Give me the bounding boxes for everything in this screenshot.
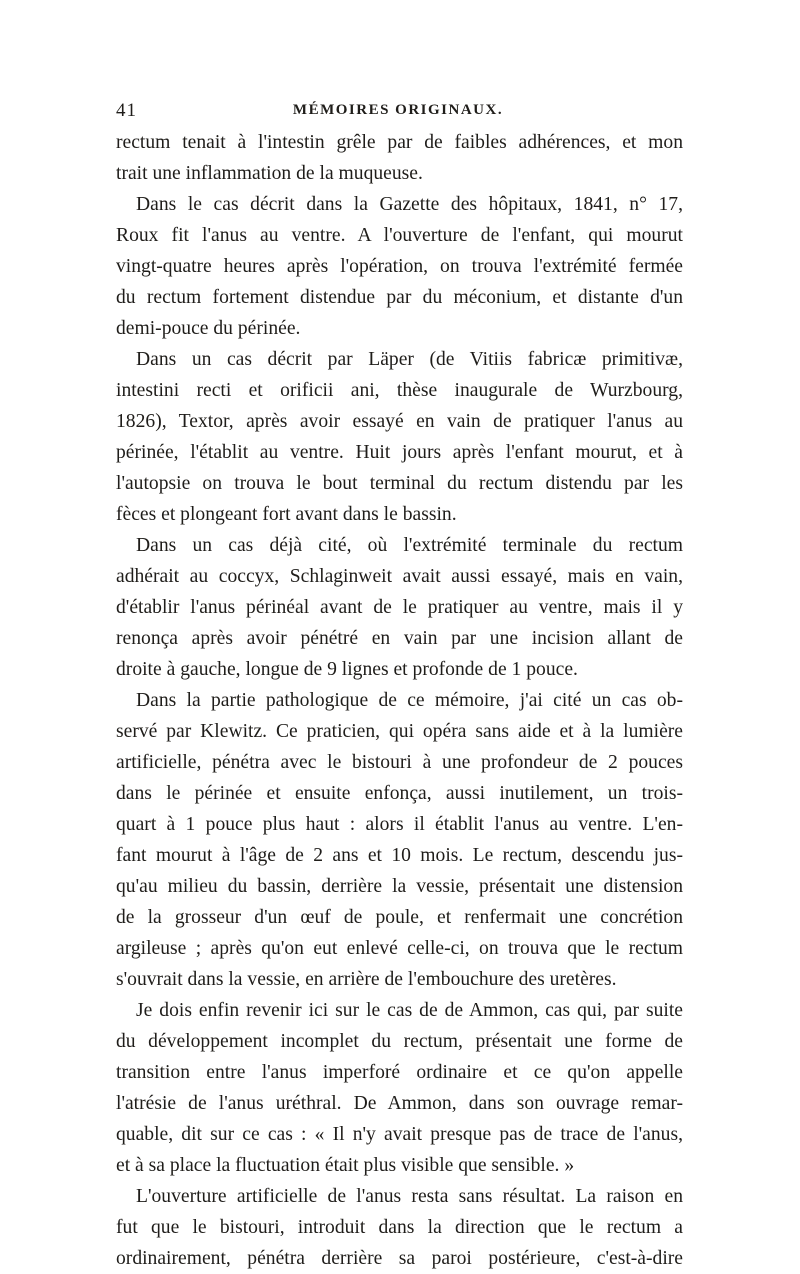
text-line: servé par Klewitz. Ce praticien, qui opéra sans aide et à la lumière (116, 721, 683, 742)
text-line: vingt-quatre heures après l'opération, on trouva l'extrémité fermée (116, 256, 683, 277)
text-line: du développement incomplet du rectum, présentait une forme de (116, 1031, 683, 1052)
text-line: Roux fit l'anus au ventre. A l'ouverture de l'enfant, qui mourut (116, 225, 683, 246)
text-line: s'ouvrait dans la vessie, en arrière de l'embouchure des uretères. (116, 969, 617, 990)
paragraph-first-line: L'ouverture artificielle de l'anus resta sans résultat. La raison en (136, 1186, 683, 1207)
text-line: quable, dit sur ce cas : « Il n'y avait presque pas de trace de l'anus, (116, 1124, 683, 1145)
text-line: périnée, l'établit au ventre. Huit jours après l'enfant mourut, et à (116, 442, 683, 463)
body-text (116, 127, 683, 1274)
text-line: du rectum fortement distendue par du méconium, et distante d'un (116, 287, 683, 308)
text-line: qu'au milieu du bassin, derrière la vessie, présentait une distension (116, 876, 683, 897)
text-line: fèces et plongeant fort avant dans le bassin. (116, 504, 457, 525)
text-line: l'autopsie on trouva le bout terminal du rectum distendu par les (116, 473, 683, 494)
text-line: fut que le bistouri, introduit dans la direction que le rectum a (116, 1217, 683, 1238)
text-line: transition entre l'anus imperforé ordinaire et ce qu'on appelle (116, 1062, 683, 1083)
paragraph-first-line: Dans un cas décrit par Läper (de Vitiis fabricæ primitivæ, (136, 349, 683, 370)
page-header (116, 100, 680, 124)
text-line: de la grosseur d'un œuf de poule, et renfermait une concrétion (116, 907, 683, 928)
page-number: 41 (116, 100, 137, 121)
text-line: adhérait au coccyx, Schlaginweit avait aussi essayé, mais en vain, (116, 566, 683, 587)
paragraph-first-line: Dans la partie pathologique de ce mémoire, j'ai cité un cas ob- (136, 690, 683, 711)
text-line: renonça après avoir pénétré en vain par une incision allant de (116, 628, 683, 649)
running-title: MÉMOIRES ORIGINAUX. (292, 102, 504, 118)
text-line: dans le périnée et ensuite enfonça, aussi inutilement, un trois- (116, 783, 683, 804)
paragraph-first-line: Dans un cas déjà cité, où l'extrémité terminale du rectum (136, 535, 683, 556)
text-line: rectum tenait à l'intestin grêle par de faibles adhérences, et mon (116, 132, 683, 153)
text-line: l'atrésie de l'anus uréthral. De Ammon, dans son ouvrage remar- (116, 1093, 683, 1114)
text-line: argileuse ; après qu'on eut enlevé celle-ci, on trouva que le rectum (116, 938, 683, 959)
text-line: quart à 1 pouce plus haut : alors il établit l'anus au ventre. L'en- (116, 814, 683, 835)
text-line: et à sa place la fluctuation était plus visible que sensible. » (116, 1155, 575, 1176)
text-line: d'établir l'anus périnéal avant de le pratiquer au ventre, mais il y (116, 597, 683, 618)
text-line: droite à gauche, longue de 9 lignes et profonde de 1 pouce. (116, 659, 578, 680)
text-line: 1826), Textor, après avoir essayé en vain de pratiquer l'anus au (116, 411, 683, 432)
paragraph-first-line: Dans le cas décrit dans la Gazette des hôpitaux, 1841, n° 17, (136, 194, 683, 215)
text-line: demi-pouce du périnée. (116, 318, 301, 339)
text-line: intestini recti et orificii ani, thèse inaugurale de Wurzbourg, (116, 380, 683, 401)
text-line: artificielle, pénétra avec le bistouri à une profondeur de 2 pouces (116, 752, 683, 773)
text-line: ordinairement, pénétra derrière sa paroi postérieure, c'est-à-dire (116, 1248, 683, 1269)
text-line: fant mourut à l'âge de 2 ans et 10 mois. Le rectum, descendu jus- (116, 845, 683, 866)
text-line: trait une inflammation de la muqueuse. (116, 163, 423, 184)
paragraph-first-line: Je dois enfin revenir ici sur le cas de de Ammon, cas qui, par suite (136, 1000, 683, 1021)
